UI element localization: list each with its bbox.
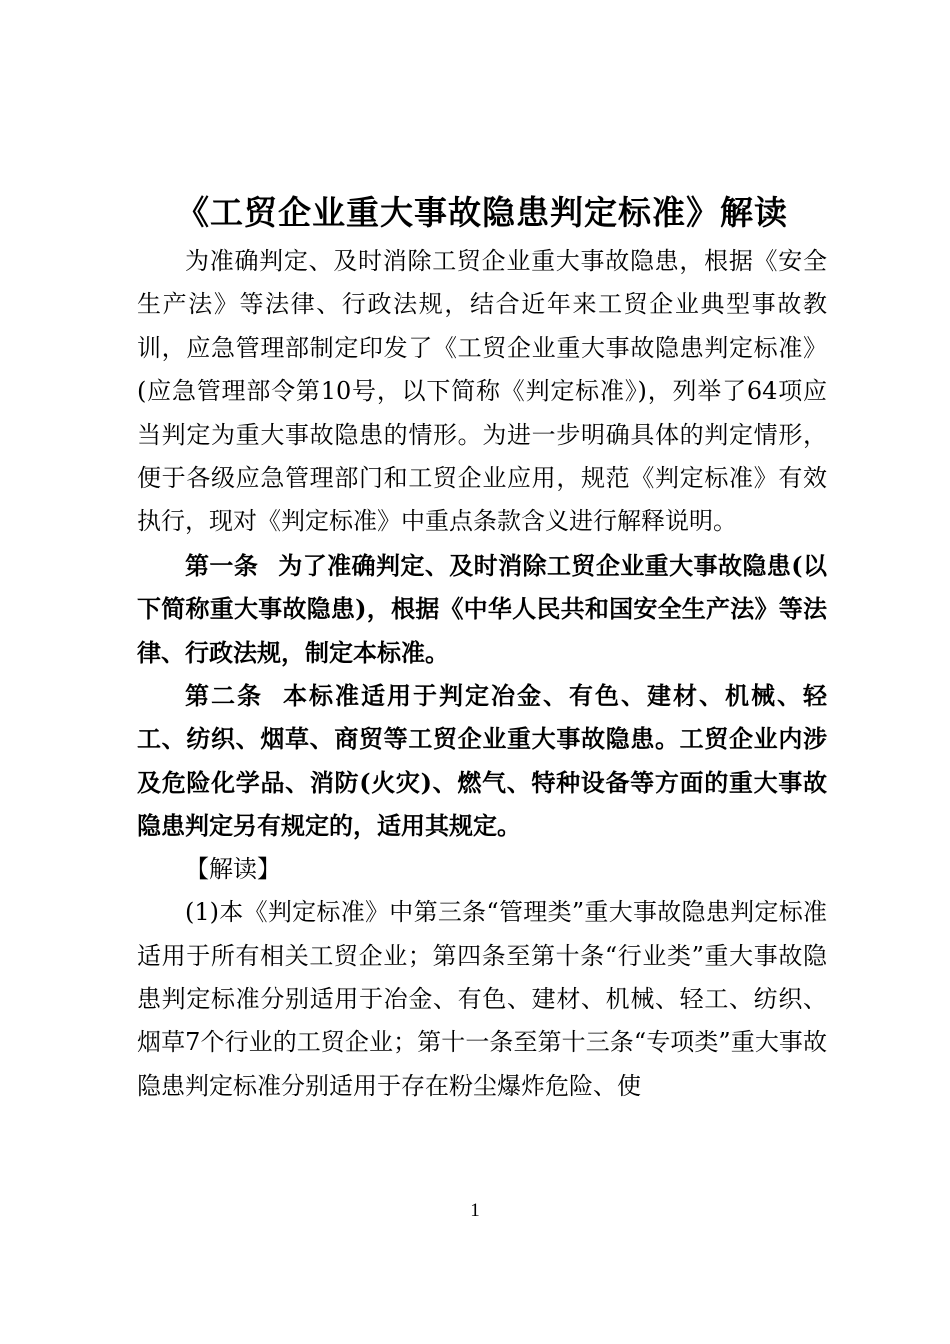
article-2	[137, 674, 827, 848]
article-2-label: 第二条	[185, 681, 263, 711]
article-1-label: 第一条	[185, 550, 259, 580]
article-1-text: 为了准确判定、及时消除工贸企业重大事故隐患(以下简称重大事故隐患)，根据《中华人民共和国安全生产法》等法律、行政法规，制定本标准。	[137, 550, 827, 667]
intro-paragraph: 为准确判定、及时消除工贸企业重大事故隐患，根据《安全生产法》等法律、行政法规，结合近年来工贸企业典型事故教训，应急管理部制定印发了《工贸企业重大事故隐患判定标准》(应急管理部令第10号，以下简称《判定标准》)，列举了64项应当判定为重大事故隐患的情形。为进一步明确具体的判定情形，便于各级应急管理部门和工贸企业应用，规范《判定标准》有效执行，现对《判定标准》中重点条款含义进行解释说明。	[137, 247, 827, 536]
document-title: 《工贸企业重大事故隐患判定标准》解读	[176, 193, 788, 232]
page-number: 1	[470, 1200, 480, 1221]
document-body	[137, 240, 827, 1108]
article-1	[137, 544, 827, 674]
article-2-text: 本标准适用于判定冶金、有色、建材、机械、轻工、纺织、烟草、商贸等工贸企业重大事故隐患。工贸企业内涉及危险化学品、消防(火灾)、燃气、特种设备等方面的重大事故隐患判定另有规定的，适用其规定。	[137, 681, 827, 841]
interpretation-heading: 【解读】	[185, 854, 281, 883]
interpretation-paragraph-1: (1)本《判定标准》中第三条“管理类”重大事故隐患判定标准适用于所有相关工贸企业；第四条至第十条“行业类”重大事故隐患判定标准分别适用于冶金、有色、建材、机械、轻工、纺织、烟草7个行业的工贸企业；第十一条至第十三条“专项类”重大事故隐患判定标准分别适用于存在粉尘爆炸危险、使	[137, 898, 827, 1100]
